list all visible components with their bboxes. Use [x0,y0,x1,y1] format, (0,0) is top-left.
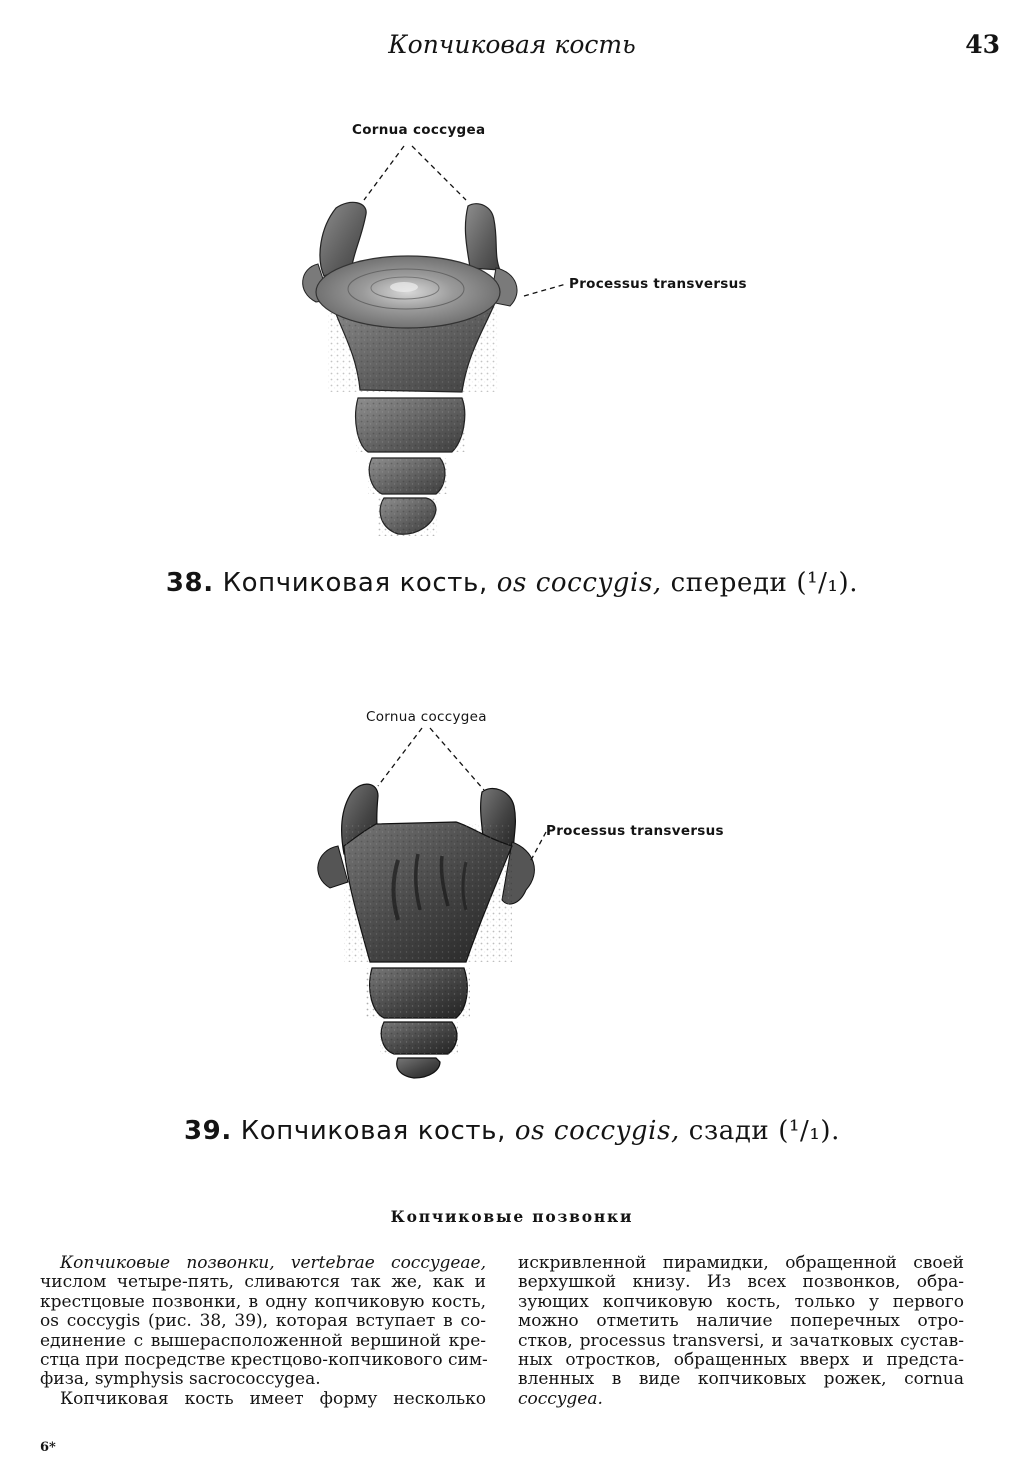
caption-scale: (¹/₁). [778,1116,841,1146]
figure-39-coccyx-posterior [318,728,546,1078]
figure-38-coccyx-anterior [303,146,566,536]
page-number: 43 [965,30,1000,59]
caption-latin: os coccygis, [514,1116,680,1146]
printer-signature-mark: 6* [40,1440,56,1455]
figure-39-caption [0,1116,1024,1146]
text-line: числом четыре-пять, сливаются так же, как и [40,1272,486,1293]
caption-view: спереди [670,568,788,598]
caption-text: Копчиковая кость, [240,1116,506,1146]
label-cornua-coccygea-38: Cornua coccygea [352,122,486,138]
caption-view: сзади [688,1116,770,1146]
text-line: искривленной пирамидки, обращенной своей [518,1253,964,1273]
text-line: Копчиковые позвонки, vertebrae coccygeae, [60,1253,486,1273]
caption-text: Копчиковая кость, [222,568,488,598]
label-processus-transversus-38: Processus transversus [569,276,747,292]
text-line: Копчиковая кость имеет форму несколько [60,1388,486,1409]
text-line: стков, processus transversi, и зачатковых сустав- [518,1330,964,1351]
text-line: os coccygis (рис. 38, 39), которая вступает в со- [40,1311,486,1332]
figure-38-caption [0,568,1024,598]
text-line: зующих копчиковую кость, только у первого [518,1291,964,1312]
caption-latin: os coccygis, [496,568,662,598]
text-line: ных отростков, обращенных вверх и предста- [518,1350,964,1371]
text-line: вленных в виде копчиковых рожек, cornua [518,1369,964,1390]
label-processus-transversus-39: Processus transversus [546,823,724,839]
text-line: можно отметить наличие поперечных отро- [518,1311,964,1332]
running-title: Копчиковая кость [388,30,636,59]
text-line: coccygea. [518,1388,603,1409]
caption-number: 38. [165,568,214,598]
text-line: стца при посредстве крестцово-копчикового сим- [40,1350,488,1371]
label-cornua-coccygea-39: Cornua coccygea [366,709,487,725]
right-column [518,1254,964,1409]
caption-number: 39. [183,1116,232,1146]
text-line: физа, symphysis sacrococcygea. [40,1369,321,1390]
text-line: крестцовые позвонки, в одну копчиковую кость, [40,1291,486,1312]
section-title: Копчиковые позвонки [390,1207,634,1226]
text-line: единение с вышерасположенной вершиной кре- [40,1330,486,1351]
caption-scale: (¹/₁). [796,568,859,598]
text-line: верхушкой книзу. Из всех позвонков, обра- [518,1272,964,1293]
left-column [40,1254,486,1409]
